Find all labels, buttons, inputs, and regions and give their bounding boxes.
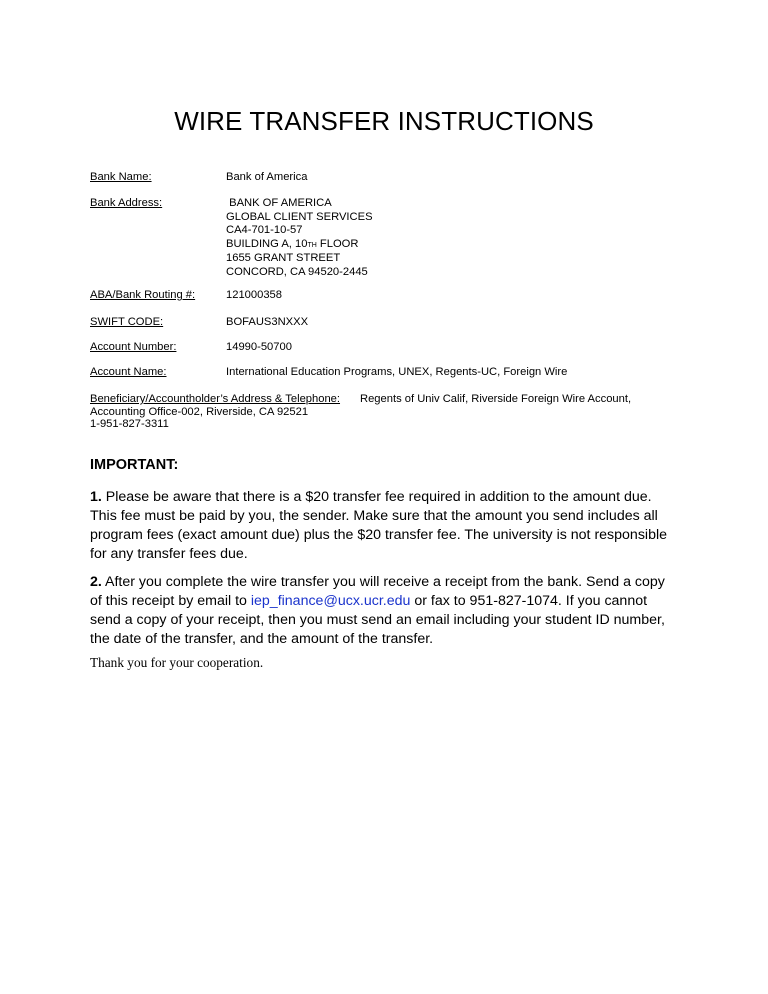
paragraph-number: 2. — [90, 574, 102, 590]
paragraph-line: program fees (exact amount due) plus the $20 transfer fee. The university is not responsible — [90, 527, 668, 543]
important-heading: IMPORTANT: — [90, 457, 179, 473]
paragraph-text: or fax to 951-827-1074. If you cannot — [410, 593, 648, 609]
paragraph-line — [90, 592, 690, 611]
paragraph-line: for any transfer fees due. — [90, 546, 248, 562]
account-name-value: International Education Programs, UNEX, Regents-UC, Foreign Wire — [226, 366, 568, 378]
bank-address-building: BUILDING A, 10 — [226, 237, 308, 250]
bank-address-label: Bank Address: — [90, 197, 163, 209]
bank-address-line: CONCORD, CA 94520-2445 — [226, 265, 368, 278]
paragraph-text: Please be aware that there is a $20 transfer fee required in addition to the amount due. — [101, 489, 652, 505]
bank-address-value — [226, 197, 373, 279]
beneficiary-label: Beneficiary/Accountholder’s Address & Telephone: — [90, 393, 341, 405]
bank-address-line — [226, 238, 373, 253]
account-name-label: Account Name: — [90, 366, 167, 378]
paragraph-line — [90, 488, 690, 507]
bank-address-line: GLOBAL CLIENT SERVICES — [226, 210, 373, 223]
bank-name-label: Bank Name: — [90, 171, 152, 183]
paragraph-text: of this receipt by email to — [90, 593, 251, 609]
closing-thanks: Thank you for your cooperation. — [90, 655, 264, 670]
email-link[interactable]: iep_finance@ucx.ucr.edu — [250, 593, 411, 609]
swift-label: SWIFT CODE: — [90, 316, 164, 328]
floor-word: FLOOR — [316, 237, 359, 250]
bank-name-value: Bank of America — [226, 171, 308, 183]
routing-value: 121000358 — [226, 289, 282, 301]
routing-label: ABA/Bank Routing #: — [90, 289, 196, 301]
beneficiary-line: Accounting Office-002, Riverside, CA 92521 — [90, 405, 309, 418]
beneficiary-block — [90, 393, 340, 431]
paragraph-line: the date of the transfer, and the amount of the transfer. — [90, 631, 434, 647]
bank-address-line: CA4-701-10-57 — [226, 224, 303, 236]
paragraph-line: This fee must be paid by you, the sender. Make sure that the amount you send includes all — [90, 508, 658, 524]
paragraph-line: send a copy of your receipt, then you must send an email including your student ID number, — [90, 612, 665, 628]
floor-ordinal-suffix: TH — [307, 241, 317, 249]
account-number-value: 14990-50700 — [226, 341, 292, 353]
bank-address-line: 1655 GRANT STREET — [226, 252, 341, 264]
paragraph-line — [90, 573, 690, 592]
instruction-paragraph-1 — [90, 488, 690, 564]
bank-address-line: BANK OF AMERICA — [226, 197, 332, 209]
beneficiary-phone: 1-951-827-3311 — [90, 418, 169, 430]
paragraph-text: After you complete the wire transfer you will receive a receipt from the bank. Send a copy — [101, 574, 665, 590]
beneficiary-value: Regents of Univ Calif, Riverside Foreign Wire Account, — [360, 393, 632, 405]
instruction-paragraph-2 — [90, 573, 690, 649]
account-number-label: Account Number: — [90, 341, 177, 353]
swift-value: BOFAUS3NXXX — [226, 316, 309, 328]
document-title: WIRE TRANSFER INSTRUCTIONS — [174, 106, 594, 136]
paragraph-number: 1. — [90, 489, 102, 505]
